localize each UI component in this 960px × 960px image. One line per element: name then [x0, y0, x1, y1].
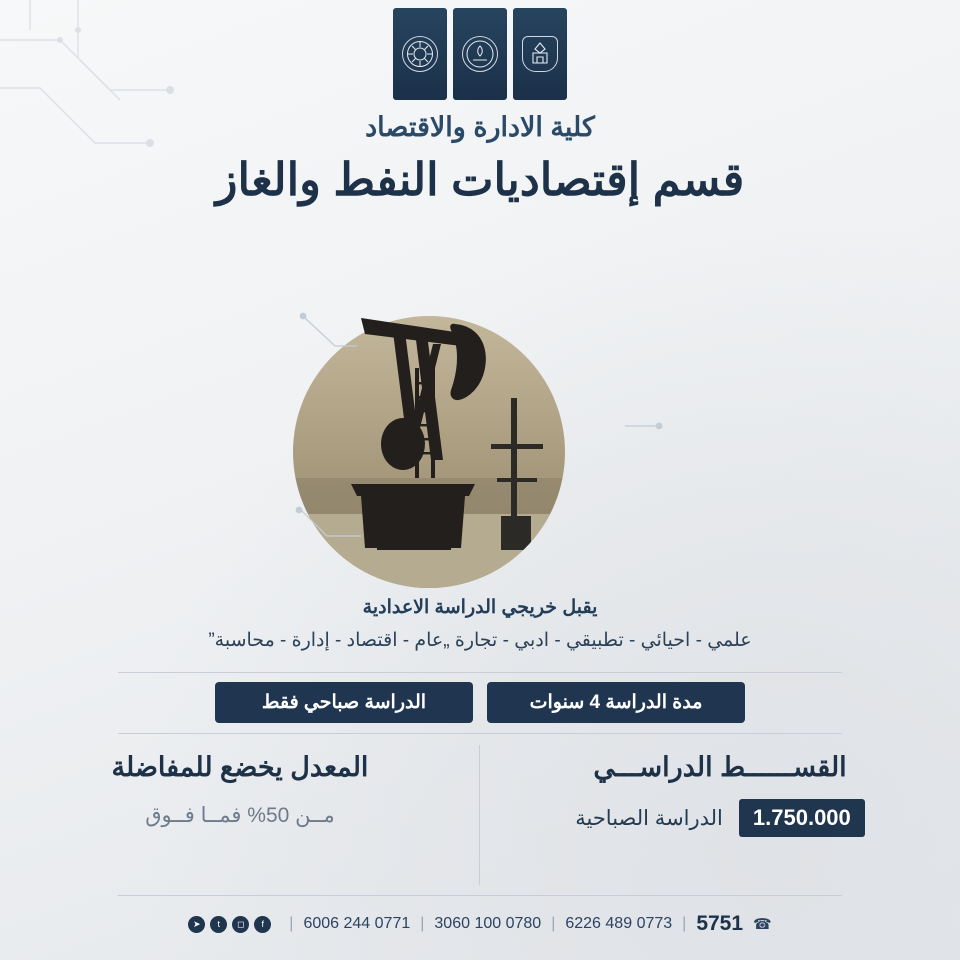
fee-line [516, 799, 924, 837]
fee-amount-badge: 1.750.000 [739, 799, 865, 837]
pumpjack-silhouette [265, 248, 695, 588]
pill-row [0, 682, 960, 723]
social-icons [188, 916, 271, 933]
average-heading: المعدل يخضع للمفاضلة [111, 752, 369, 782]
info-col-fee [480, 752, 960, 837]
admission-block [0, 596, 960, 652]
logo-card-university [453, 8, 507, 100]
footer-separator-3: | [420, 915, 425, 932]
divider-middle [118, 733, 842, 734]
ministry-logo-icon [522, 36, 558, 72]
phone-number-2: 0780 100 3060 [434, 915, 542, 932]
divider-top [118, 672, 842, 673]
phone-number-1: 0773 489 6226 [565, 915, 673, 932]
footer-separator-2: | [551, 915, 556, 932]
footer-separator-1: | [682, 915, 687, 932]
logo-card-college [393, 8, 447, 100]
twitter-icon[interactable]: t [210, 916, 227, 933]
divider-footer [118, 895, 842, 896]
divider-vertical [479, 745, 480, 885]
short-number: 5751 [696, 912, 744, 935]
university-logo-icon [462, 36, 498, 72]
phone-icon: ☎ [753, 916, 772, 933]
footer-separator-4: | [289, 915, 294, 932]
pill-study-duration: مدة الدراسة 4 سنوات [487, 682, 745, 723]
fee-heading: القســــــط الدراســـي [593, 752, 847, 782]
title-block [0, 112, 960, 206]
footer-contact [0, 912, 960, 936]
admission-line-2: علمي - احيائي - تطبيقي - ادبي - تجارة „عام - اقتصاد - إدارة - محاسبة” [208, 630, 752, 651]
facebook-icon[interactable]: f [254, 916, 271, 933]
college-logo-icon [402, 36, 438, 72]
faculty-title: كلية الادارة والاقتصاد [365, 112, 595, 142]
telegram-icon[interactable]: ➤ [188, 916, 205, 933]
average-sub-label: مــن 50% فمــا فــوق [145, 804, 335, 827]
info-row [0, 752, 960, 837]
instagram-icon[interactable]: ◻ [232, 916, 249, 933]
info-col-average [0, 752, 480, 837]
department-title: قسم إقتصاديات النفط والغاز [215, 154, 745, 205]
fee-sub-label: الدراسة الصباحية [575, 806, 723, 830]
photo-block [265, 248, 695, 588]
logo-row [393, 8, 567, 100]
admission-line-1: يقبل خريجي الدراسة الاعدادية [362, 597, 598, 618]
phone-number-3: 0771 244 6006 [303, 915, 411, 932]
logo-card-ministry [513, 8, 567, 100]
pill-morning-only: الدراسة صباحي فقط [215, 682, 473, 723]
